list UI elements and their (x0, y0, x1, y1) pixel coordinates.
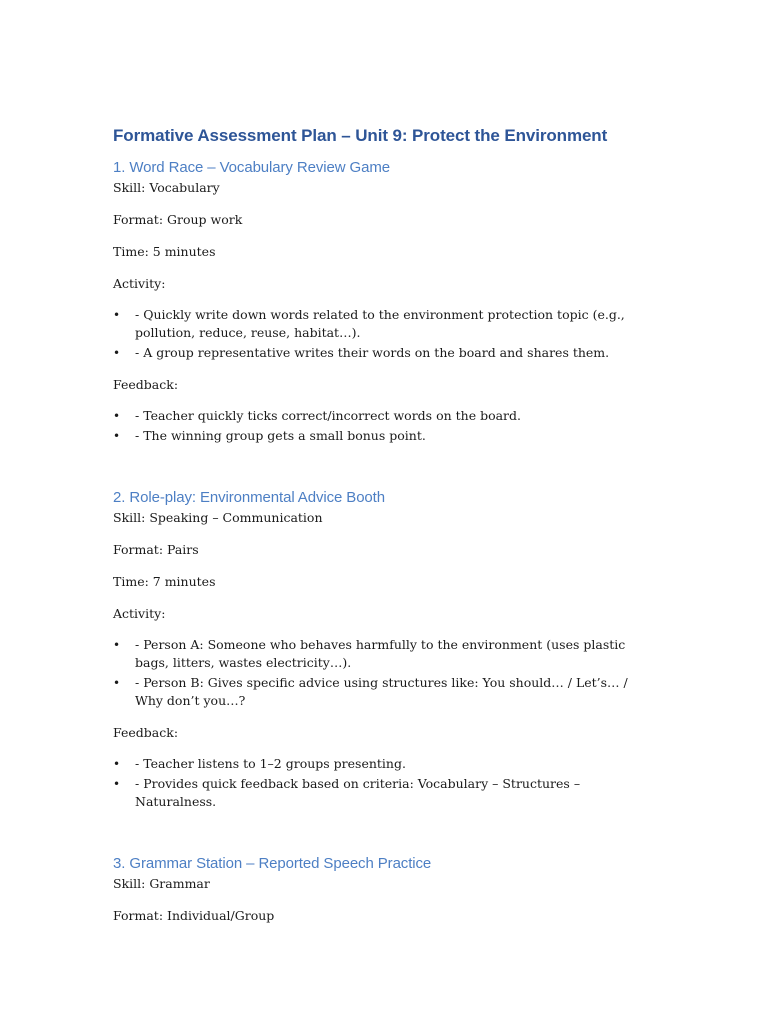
activity-list (113, 636, 658, 710)
list-item-text: - The winning group gets a small bonus point. (135, 428, 426, 443)
list-item (113, 344, 658, 362)
list-item (113, 306, 658, 342)
skill-line: Skill: Speaking – Communication (113, 510, 323, 525)
activity-list (113, 306, 658, 362)
time-line: Time: 7 minutes (113, 574, 216, 589)
bullet-icon: • (113, 409, 121, 423)
document-title: Formative Assessment Plan – Unit 9: Protect the Environment (113, 126, 608, 145)
list-item-text: - A group representative writes their words on the board and shares them. (135, 345, 610, 360)
list-item-text: - Person B: Gives specific advice using structures like: You should… / Let’s… / Why don’t you…? (135, 675, 628, 708)
section-grammar-station (113, 853, 658, 925)
skill-line: Skill: Grammar (113, 876, 210, 891)
section-word-race (113, 157, 658, 445)
bullet-icon: • (113, 777, 121, 791)
format-line: Format: Individual/Group (113, 908, 275, 923)
list-item-text: - Person A: Someone who behaves harmfully to the environment (uses plastic bags, litters, wastes electricity…). (135, 637, 626, 670)
bullet-icon: • (113, 676, 121, 690)
format-line: Format: Group work (113, 212, 243, 227)
list-item (113, 775, 658, 811)
bullet-icon: • (113, 638, 121, 652)
activity-label: Activity: (113, 606, 166, 621)
list-item (113, 674, 658, 710)
list-item-text: - Teacher listens to 1–2 groups presenting. (135, 756, 406, 771)
document-content (113, 123, 658, 939)
bullet-icon: • (113, 757, 121, 771)
feedback-label: Feedback: (113, 725, 179, 740)
list-item-text: - Provides quick feedback based on criteria: Vocabulary – Structures – Naturalness. (135, 776, 581, 809)
bullet-icon: • (113, 308, 121, 322)
feedback-list (113, 407, 658, 445)
list-item (113, 427, 658, 445)
bullet-icon: • (113, 429, 121, 443)
section-role-play (113, 487, 658, 811)
format-line: Format: Pairs (113, 542, 199, 557)
feedback-label: Feedback: (113, 377, 179, 392)
section-heading: 2. Role-play: Environmental Advice Booth (113, 489, 385, 506)
section-spacer (113, 825, 658, 853)
activity-label: Activity: (113, 276, 166, 291)
bullet-icon: • (113, 346, 121, 360)
list-item (113, 755, 658, 773)
feedback-list (113, 755, 658, 811)
list-item-text: - Quickly write down words related to the environment protection topic (e.g., pollution, reduce, reuse, habitat…). (135, 307, 625, 340)
section-heading: 1. Word Race – Vocabulary Review Game (113, 159, 390, 176)
time-line: Time: 5 minutes (113, 244, 216, 259)
list-item (113, 636, 658, 672)
list-item (113, 407, 658, 425)
list-item-text: - Teacher quickly ticks correct/incorrect words on the board. (135, 408, 521, 423)
skill-line: Skill: Vocabulary (113, 180, 220, 195)
section-spacer (113, 459, 658, 487)
section-heading: 3. Grammar Station – Reported Speech Practice (113, 855, 432, 872)
